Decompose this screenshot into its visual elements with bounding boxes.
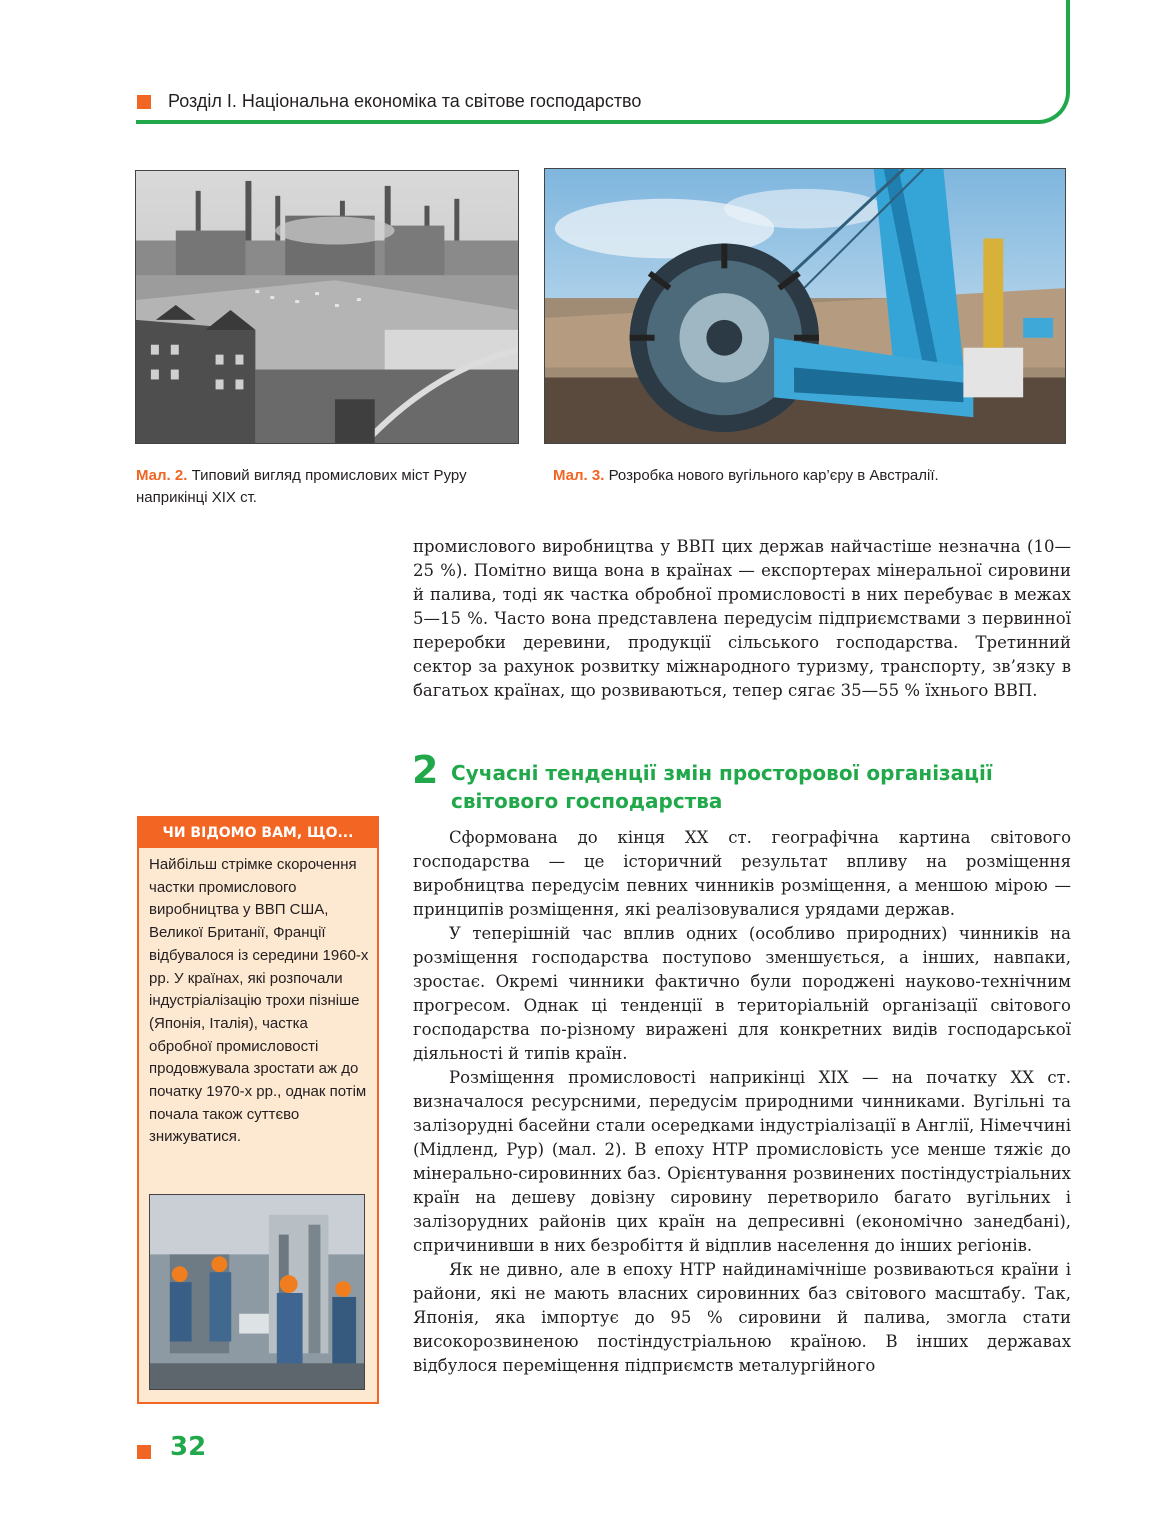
footer-bullet	[137, 1445, 151, 1459]
chapter-title: Розділ І. Національна економіка та світове господарство	[168, 91, 642, 111]
page-number: 32	[170, 1432, 207, 1462]
paragraph: Сформована до кінця XX ст. географічна картина світового господарства — це історичний результат впливу на розміщення виробництва передусім певних чинників розміщення, а меншою мірою — принципів розміщення, які реалізовувалися урядами держав.	[413, 828, 1071, 919]
figure-3-label: Мал. 3.	[553, 467, 605, 484]
section-number: 2	[412, 748, 439, 792]
continued-paragraph	[413, 535, 1071, 703]
figure-2-photo	[135, 170, 519, 444]
figure-2-caption	[136, 465, 526, 509]
figure-3-photo	[544, 168, 1066, 444]
header-bullet	[137, 95, 151, 109]
paragraph: Розміщення промисловості наприкінці XIX — на початку XX ст. визначалося ресурсними, передусім природними чинниками. Вугільні та залізорудні басейни стали осередками індустріалізації в Англії, Німеччині (Мідленд, Рур) (мал. 2). В епоху НТР промисловість усе менше тяжіє до мінерально-сировинних баз. Орієнтування розвинених постіндустріальних країн на дешеву довізну сировину перетворило багато вугільних і залізорудних районів цих країн на депресивні (економічно занедбані), спричинивши в них безробіття й відплив населення до інших регіонів.	[413, 1068, 1071, 1255]
section-body	[413, 826, 1071, 1378]
figure-3-caption	[553, 465, 1073, 487]
did-you-know-title: ЧИ ВІДОМО ВАМ, ЩО...	[139, 818, 377, 848]
section-title: Сучасні тенденції змін просторової організації світового господарства	[451, 761, 993, 813]
figure-2-text: Типовий вигляд промислових міст Руру наприкінці XIX ст.	[136, 467, 467, 506]
paragraph: У теперішній час вплив одних (особливо природних) чинників на розміщення господарства поступово зменшується, а інших, навпаки, зростає. Окремі чинники фактично були породжені науково-технічним прогресом. Однак ці тенденції в територіальній організації світового господарства по-різному виражені для конкретних видів господарської діяльності й типів країн.	[413, 924, 1071, 1063]
figure-2-label: Мал. 2.	[136, 467, 188, 484]
paragraph: Як не дивно, але в епоху НТР найдинамічніше розвиваються країни і райони, які не мають власних сировинних баз світового масштабу. Так, Японія, яка імпортує до 95 % сировини й палива, змогла стати високорозвиненою постіндустріальною країною. В інших державах відбулося переміщення підприємств металургійного	[413, 1260, 1071, 1375]
workers-photo	[149, 1194, 365, 1390]
paragraph: промислового виробництва у ВВП цих держав найчастіше незначна (10—25 %). Помітно вища вона в країнах — експортерах мінеральної сировини й палива, тоді як частка обробної промисловості в них перебуває в межах 5—15 %. Часто вона представлена передусім підприємствами з первинної переробки деревини, продукції сільського господарства. Третинний сектор за рахунок розвитку міжнародного туризму, транспорту, зв’язку в багатьох країнах, що розвиваються, тепер сягає 35—55 % їхнього ВВП.	[413, 537, 1071, 700]
figure-3-text: Розробка нового вугільного кар’єру в Австралії.	[604, 467, 939, 484]
did-you-know-text: Найбільш стрімке скорочення частки промислового виробництва у ВВП США, Великої Британії, Франції відбувалося із середини 1960-х рр. У країнах, які розпочали індустріалізацію трохи пізніше (Японія, Італія), частка обробної промисловості продовжувала зростати аж до початку 1970-х рр., однак потім почала також суттєво знижуватися.	[149, 856, 369, 1146]
